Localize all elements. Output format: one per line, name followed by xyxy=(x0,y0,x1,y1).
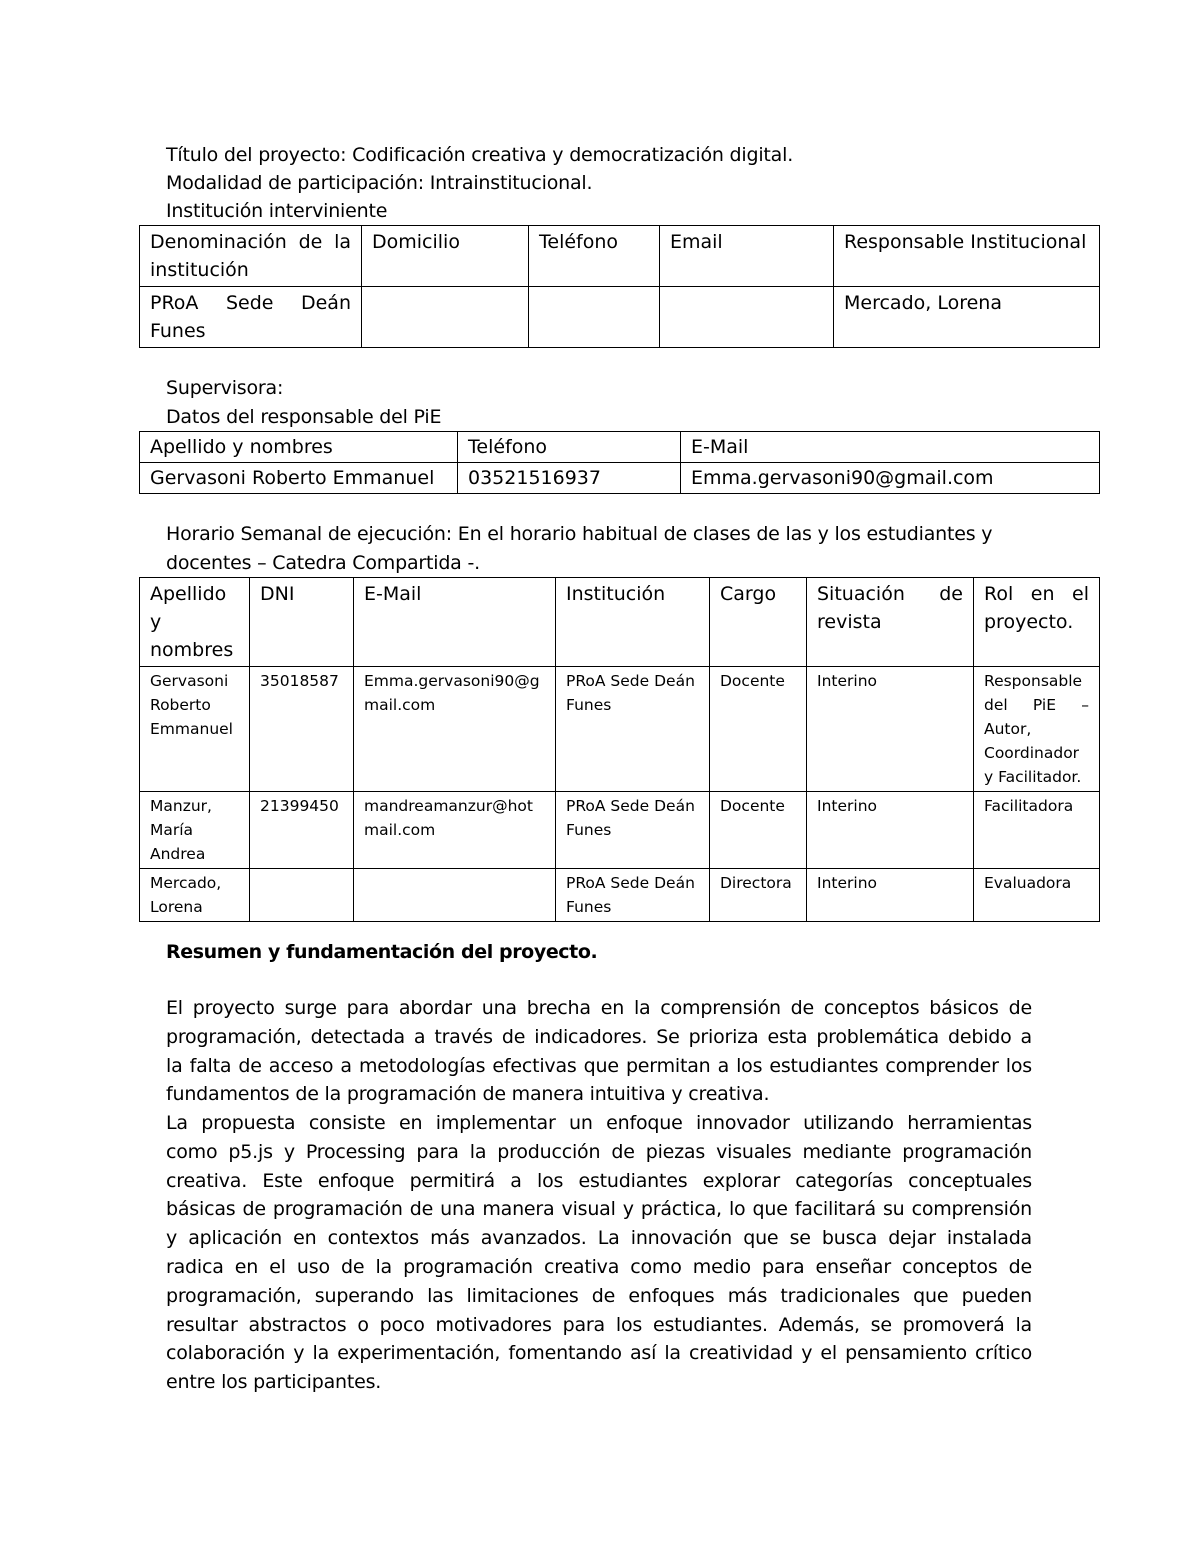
table-cell: 03521516937 xyxy=(458,463,681,494)
table-cell: Interino xyxy=(807,667,974,792)
paragraph-line: programación, superando las limitaciones de enfoques más tradicionales que pueden xyxy=(166,1284,1032,1307)
header-cell: Responsable Institucional xyxy=(834,226,1100,287)
participation-mode: Modalidad de participación: Intrainstitucional. xyxy=(166,172,593,194)
table-cell: Facilitadora xyxy=(974,792,1100,869)
table-cell: Interino xyxy=(807,869,974,922)
table-cell xyxy=(362,287,529,348)
table-cell: Emma.gervasoni90@gmail.com xyxy=(681,463,1100,494)
header-cell: Apellido y nombres xyxy=(140,432,458,463)
table-cell: Docente xyxy=(710,667,807,792)
table-header-row xyxy=(140,226,1100,287)
staff-table xyxy=(139,577,1100,922)
header-cell: Institución xyxy=(556,578,710,667)
paragraph-line: programación, detectada a través de indicadores. Se prioriza esta problemática debido a xyxy=(166,1025,1032,1048)
paragraph-line: resultar abstractos o poco motivadores para los estudiantes. Además, se promoverá la xyxy=(166,1313,1032,1336)
table-cell: Gervasoni Roberto Emmanuel xyxy=(140,463,458,494)
institution-label: Institución interviniente xyxy=(166,200,388,222)
institution-table xyxy=(139,225,1100,348)
paragraph-1 xyxy=(166,994,1032,1109)
table-cell: mandreamanzur@hotmail.com xyxy=(354,792,556,869)
section-heading: Resumen y fundamentación del proyecto. xyxy=(166,941,598,963)
table-cell: Gervasoni Roberto Emmanuel xyxy=(140,667,250,792)
table-cell: Mercado, Lorena xyxy=(140,869,250,922)
paragraph-line: como p5.js y Processing para la producción de piezas visuales mediante programación xyxy=(166,1140,1032,1163)
table-cell xyxy=(354,869,556,922)
header-cell: Domicilio xyxy=(362,226,529,287)
paragraph-line: la falta de acceso a metodologías efectivas que permitan a los estudiantes comprender los xyxy=(166,1054,1032,1077)
table-cell: Interino xyxy=(807,792,974,869)
supervisora-label: Supervisora: xyxy=(166,377,284,399)
table-cell: Directora xyxy=(710,869,807,922)
header-cell: Denominación de la institución xyxy=(140,226,362,287)
table-cell xyxy=(660,287,834,348)
paragraph-line: colaboración y la experimentación, fomentando así la creatividad y el pensamiento crítico xyxy=(166,1342,1032,1365)
header-cell: Teléfono xyxy=(458,432,681,463)
table-cell: PRoA Sede Deán Funes xyxy=(556,667,710,792)
table-cell xyxy=(250,869,354,922)
table-row xyxy=(140,287,1100,348)
table-row xyxy=(140,792,1100,869)
table-row xyxy=(140,463,1100,494)
header-cell: DNI xyxy=(250,578,354,667)
project-title: Título del proyecto: Codificación creativa y democratización digital. xyxy=(166,144,794,166)
header-cell: Teléfono xyxy=(529,226,660,287)
paragraph-2 xyxy=(166,1109,1032,1397)
paragraph-line: El proyecto surge para abordar una brecha en la comprensión de conceptos básicos de xyxy=(166,997,1032,1019)
header-cell: Situación de revista xyxy=(807,578,974,667)
paragraph-line: y aplicación en contextos más avanzados. La innovación que se busca dejar instalada xyxy=(166,1227,1032,1250)
table-cell: 21399450 xyxy=(250,792,354,869)
responsable-label: Datos del responsable del PiE xyxy=(166,406,442,428)
table-row xyxy=(140,667,1100,792)
table-header-row xyxy=(140,578,1100,667)
table-cell: PRoA Sede Deán Funes xyxy=(556,792,710,869)
table-cell xyxy=(529,287,660,348)
table-header-row xyxy=(140,432,1100,463)
horario-line-1: Horario Semanal de ejecución: En el horario habitual de clases de las y los estudiantes y xyxy=(166,523,993,545)
table-row xyxy=(140,869,1100,922)
table-cell: PRoA Sede Deán Funes xyxy=(140,287,362,348)
table-cell: Evaluadora xyxy=(974,869,1100,922)
table-cell: 35018587 xyxy=(250,667,354,792)
paragraph-line: La propuesta consiste en implementar un enfoque innovador utilizando herramientas xyxy=(166,1112,1032,1134)
header-cell: Rol en el proyecto. xyxy=(974,578,1100,667)
responsable-table xyxy=(139,431,1100,494)
table-cell: Mercado, Lorena xyxy=(834,287,1100,348)
header-cell: E-Mail xyxy=(354,578,556,667)
horario-line-2: docentes – Catedra Compartida -. xyxy=(166,552,480,574)
table-cell: Responsable del PiE – Autor, Coordinador y Facilitador. xyxy=(974,667,1100,792)
header-cell: Email xyxy=(660,226,834,287)
paragraph-line: entre los participantes. xyxy=(166,1371,382,1394)
header-cell: Cargo xyxy=(710,578,807,667)
header-cell: Apellido y nombres xyxy=(140,578,250,667)
paragraph-line: creativa. Este enfoque permitirá a los estudiantes explorar categorías conceptuales xyxy=(166,1169,1032,1192)
paragraph-line: fundamentos de la programación de manera intuitiva y creativa. xyxy=(166,1083,770,1106)
table-cell: Docente xyxy=(710,792,807,869)
table-cell: Emma.gervasoni90@gmail.com xyxy=(354,667,556,792)
paragraph-line: básicas de programación de una manera visual y práctica, lo que facilitará su comprensión xyxy=(166,1198,1032,1221)
table-cell: Manzur, María Andrea xyxy=(140,792,250,869)
paragraph-line: radica en el uso de la programación creativa como medio para enseñar conceptos de xyxy=(166,1255,1032,1278)
header-cell: E-Mail xyxy=(681,432,1100,463)
table-cell: PRoA Sede Deán Funes xyxy=(556,869,710,922)
